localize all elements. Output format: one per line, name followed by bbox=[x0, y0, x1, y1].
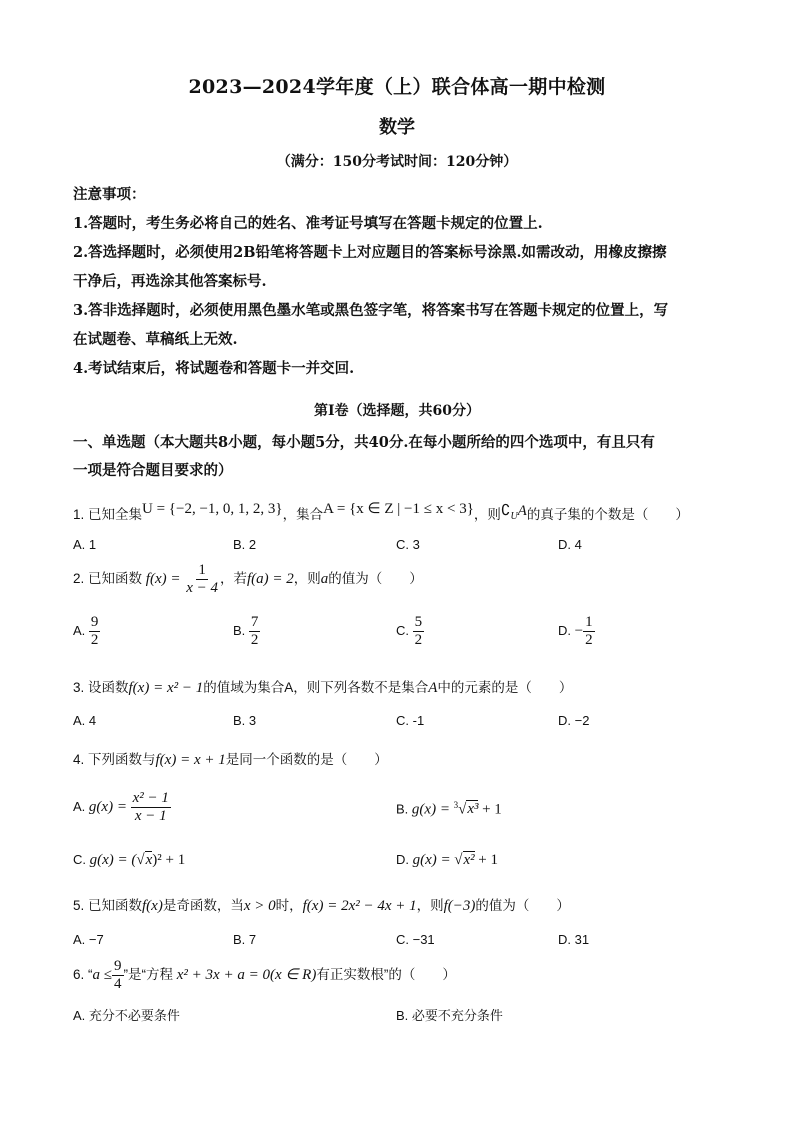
q6-prefix: 6. “ bbox=[73, 967, 93, 983]
q5-suffix: 的值为（ ） bbox=[475, 898, 570, 913]
q1-option-d[interactable]: D. 4 bbox=[558, 537, 582, 552]
q2-option-c-label: C. bbox=[396, 622, 409, 638]
q5-mid: 是奇函数，当 bbox=[162, 898, 244, 913]
q4-options-row1 bbox=[73, 790, 725, 840]
q2-option-c-den: 2 bbox=[414, 632, 423, 648]
q4-option-c-label: C. bbox=[73, 852, 86, 867]
q5-option-a[interactable]: A. −7 bbox=[73, 932, 104, 947]
q1-option-a[interactable]: A. 1 bbox=[73, 537, 97, 552]
q4-option-b-label: B. bbox=[396, 801, 409, 817]
note-2b: 干净后，再选涂其他答案标号. bbox=[73, 273, 267, 290]
q3-prefix: 3. 设函数 bbox=[73, 680, 129, 695]
q5-target: f(−3) bbox=[443, 898, 476, 914]
subject-title: 数学 bbox=[379, 117, 415, 138]
q5-condition: x > 0 bbox=[243, 898, 276, 914]
q2-option-b-num: 7 bbox=[250, 614, 259, 630]
q2-option-d-label: D. bbox=[558, 622, 571, 638]
q2-option-b[interactable] bbox=[233, 614, 260, 649]
question-6 bbox=[73, 958, 456, 993]
q1-option-c[interactable]: C. 3 bbox=[396, 537, 420, 552]
q4-suffix: 是同一个函数的是（ ） bbox=[225, 752, 388, 767]
q4-option-b-root-index: 3 bbox=[453, 800, 459, 810]
question-5 bbox=[73, 894, 570, 915]
q4-option-c[interactable] bbox=[73, 852, 185, 869]
q6-numerator: 9 bbox=[114, 958, 122, 974]
q4-option-d-radicand: x² bbox=[463, 852, 475, 868]
q1-option-b[interactable]: B. 2 bbox=[233, 537, 257, 552]
q6-option-b[interactable]: B. 必要不充分条件 bbox=[396, 1008, 503, 1023]
q6-option-a[interactable]: A. 充分不必要条件 bbox=[73, 1008, 180, 1023]
q1-set-u: U = {−2, −1, 0, 1, 2, 3} bbox=[142, 501, 283, 517]
exam-notes bbox=[73, 180, 725, 383]
q2-condition: f(a) = 2 bbox=[247, 571, 294, 588]
q4-option-a-label: A. bbox=[73, 798, 86, 814]
q2-variable: a bbox=[320, 571, 329, 588]
q2-option-b-label: B. bbox=[233, 622, 246, 638]
q5-option-d[interactable]: D. 31 bbox=[558, 932, 590, 947]
question-2 bbox=[73, 562, 423, 597]
q5-expression: f(x) = 2x² − 4x + 1 bbox=[302, 898, 417, 914]
note-2a: 2.答选择题时，必须使用2B铅笔将答题卡上对应题目的答案标号涂黑.如需改动，用橡皮擦擦 bbox=[73, 244, 667, 261]
q5-function: f(x) bbox=[142, 898, 163, 914]
q2-suffix: 的值为（ ） bbox=[328, 571, 423, 587]
note-1: 1.答题时，考生务必将自己的姓名、准考证号填写在答题卡规定的位置上. bbox=[73, 215, 543, 232]
q2-mid2: ，则 bbox=[293, 571, 321, 587]
q4-prefix: 4. 下列函数与 bbox=[73, 752, 156, 767]
q3-option-c[interactable]: C. -1 bbox=[396, 713, 425, 728]
q2-option-d-fraction bbox=[583, 614, 595, 649]
q4-option-b-radical-icon: √ bbox=[458, 801, 467, 818]
q2-option-d-num: 1 bbox=[585, 614, 593, 630]
q2-option-c-fraction bbox=[413, 614, 425, 649]
q2-option-a[interactable] bbox=[73, 614, 100, 649]
q3-function: f(x) = x² − 1 bbox=[128, 680, 204, 696]
q4-option-d-tail: + 1 bbox=[478, 852, 499, 868]
q1-mid2: ，则 bbox=[473, 507, 501, 522]
q2-prefix: 2. 已知函数 bbox=[73, 571, 143, 587]
q6-equation: x² + 3x + a = 0(x ∈ R) bbox=[176, 967, 317, 984]
q4-option-a-fraction bbox=[131, 790, 171, 825]
q2-function: f(x) = bbox=[145, 571, 181, 588]
q4-function: f(x) = x + 1 bbox=[155, 752, 226, 768]
q5-mid2: 时， bbox=[275, 898, 303, 913]
q2-option-a-num: 9 bbox=[90, 614, 99, 630]
q6-fraction bbox=[112, 958, 124, 993]
q2-option-c-num: 5 bbox=[414, 614, 423, 630]
q4-option-b[interactable] bbox=[396, 800, 502, 818]
q1-prefix: 1. 已知全集 bbox=[73, 507, 143, 522]
q3-option-b[interactable]: B. 3 bbox=[233, 713, 257, 728]
q3-option-a[interactable]: A. 4 bbox=[73, 713, 97, 728]
q4-option-b-radicand: x³ bbox=[467, 801, 479, 818]
section-heading bbox=[73, 429, 725, 485]
q3-option-d[interactable]: D. −2 bbox=[558, 713, 590, 728]
q2-option-b-den: 2 bbox=[250, 632, 259, 648]
q2-option-c[interactable] bbox=[396, 614, 424, 649]
q2-option-d-sign: − bbox=[574, 622, 584, 639]
q2-option-a-fraction bbox=[89, 614, 101, 649]
q1-mid: ，集合 bbox=[282, 507, 324, 522]
q4-option-c-radicand: x bbox=[145, 852, 153, 868]
q4-option-a-den: x − 1 bbox=[134, 808, 167, 824]
q2-numerator: 1 bbox=[198, 562, 206, 578]
note-3a: 3.答非选择题时，必须使用黑色墨水笔或黑色签字笔，将答案书写在答题卡规定的位置上，写 bbox=[73, 302, 669, 319]
q4-option-b-g: g(x) = bbox=[411, 801, 450, 818]
q4-option-c-radical-icon: √ bbox=[136, 852, 145, 868]
q1-suffix: 的真子集的个数是（ ） bbox=[526, 507, 689, 522]
q4-option-d[interactable] bbox=[396, 852, 498, 869]
section-heading-line1: 一、单选题（本大题共8小题，每小题5分，共40分.在每小题所给的四个选项中，有且只有 bbox=[73, 434, 655, 451]
q6-mid: ”是“方程 bbox=[123, 967, 173, 983]
q1-complement-sub: U bbox=[510, 510, 518, 522]
question-4 bbox=[73, 748, 388, 769]
q3-suffix: 中的元素的是（ ） bbox=[437, 680, 573, 695]
note-3b: 在试题卷、草稿纸上无效. bbox=[73, 331, 238, 348]
q4-option-c-g: g(x) = ( bbox=[89, 852, 137, 868]
note-4: 4.考试结束后，将试题卷和答题卡一并交回. bbox=[73, 360, 355, 377]
question-1 bbox=[73, 503, 689, 526]
q1-set-name: A bbox=[517, 503, 527, 519]
q2-option-a-label: A. bbox=[73, 622, 86, 638]
q4-option-b-tail: + 1 bbox=[482, 801, 502, 818]
q1-set-a: A = {x ∈ Z | −1 ≤ x < 3} bbox=[323, 501, 474, 517]
q2-option-a-den: 2 bbox=[90, 632, 99, 648]
q4-option-d-label: D. bbox=[396, 852, 409, 867]
q3-variable: A bbox=[428, 680, 438, 696]
q6-suffix: 有正实数根”的（ ） bbox=[316, 967, 456, 983]
q2-option-b-fraction bbox=[249, 614, 261, 649]
q4-option-a[interactable] bbox=[73, 790, 171, 825]
part1-title: 第I卷（选择题，共60分） bbox=[313, 403, 481, 419]
exam-subtitle: （满分：150分考试时间：120分钟） bbox=[276, 154, 518, 170]
q4-option-a-g: g(x) = bbox=[88, 798, 127, 815]
notes-heading: 注意事项： bbox=[73, 186, 146, 203]
q2-mid: ，若 bbox=[220, 571, 248, 587]
q6-denominator: 4 bbox=[114, 976, 122, 992]
q5-option-c[interactable]: C. −31 bbox=[396, 932, 435, 947]
q5-mid3: ，则 bbox=[416, 898, 444, 913]
exam-title: 2023—2024学年度（上）联合体高一期中检测 bbox=[188, 76, 606, 98]
q6-condition: a ≤ bbox=[92, 967, 112, 984]
q2-fraction bbox=[184, 562, 220, 597]
q3-mid: 的值域为集合A，则下列各数不是集合 bbox=[203, 680, 429, 695]
q4-option-d-g: g(x) = bbox=[412, 852, 451, 868]
question-3 bbox=[73, 676, 572, 697]
q4-option-a-num: x² − 1 bbox=[132, 790, 169, 806]
q2-option-d[interactable] bbox=[558, 614, 595, 649]
q4-option-c-tail: )² + 1 bbox=[152, 852, 186, 868]
q5-prefix: 5. 已知函数 bbox=[73, 898, 143, 913]
q2-denominator: x − 4 bbox=[186, 580, 219, 596]
section-heading-line2: 一项是符合题目要求的） bbox=[73, 462, 233, 479]
q1-complement: ∁ bbox=[500, 503, 511, 519]
q4-option-d-radical-icon: √ bbox=[454, 852, 463, 868]
q2-option-d-den: 2 bbox=[585, 632, 593, 648]
q5-option-b[interactable]: B. 7 bbox=[233, 932, 257, 947]
